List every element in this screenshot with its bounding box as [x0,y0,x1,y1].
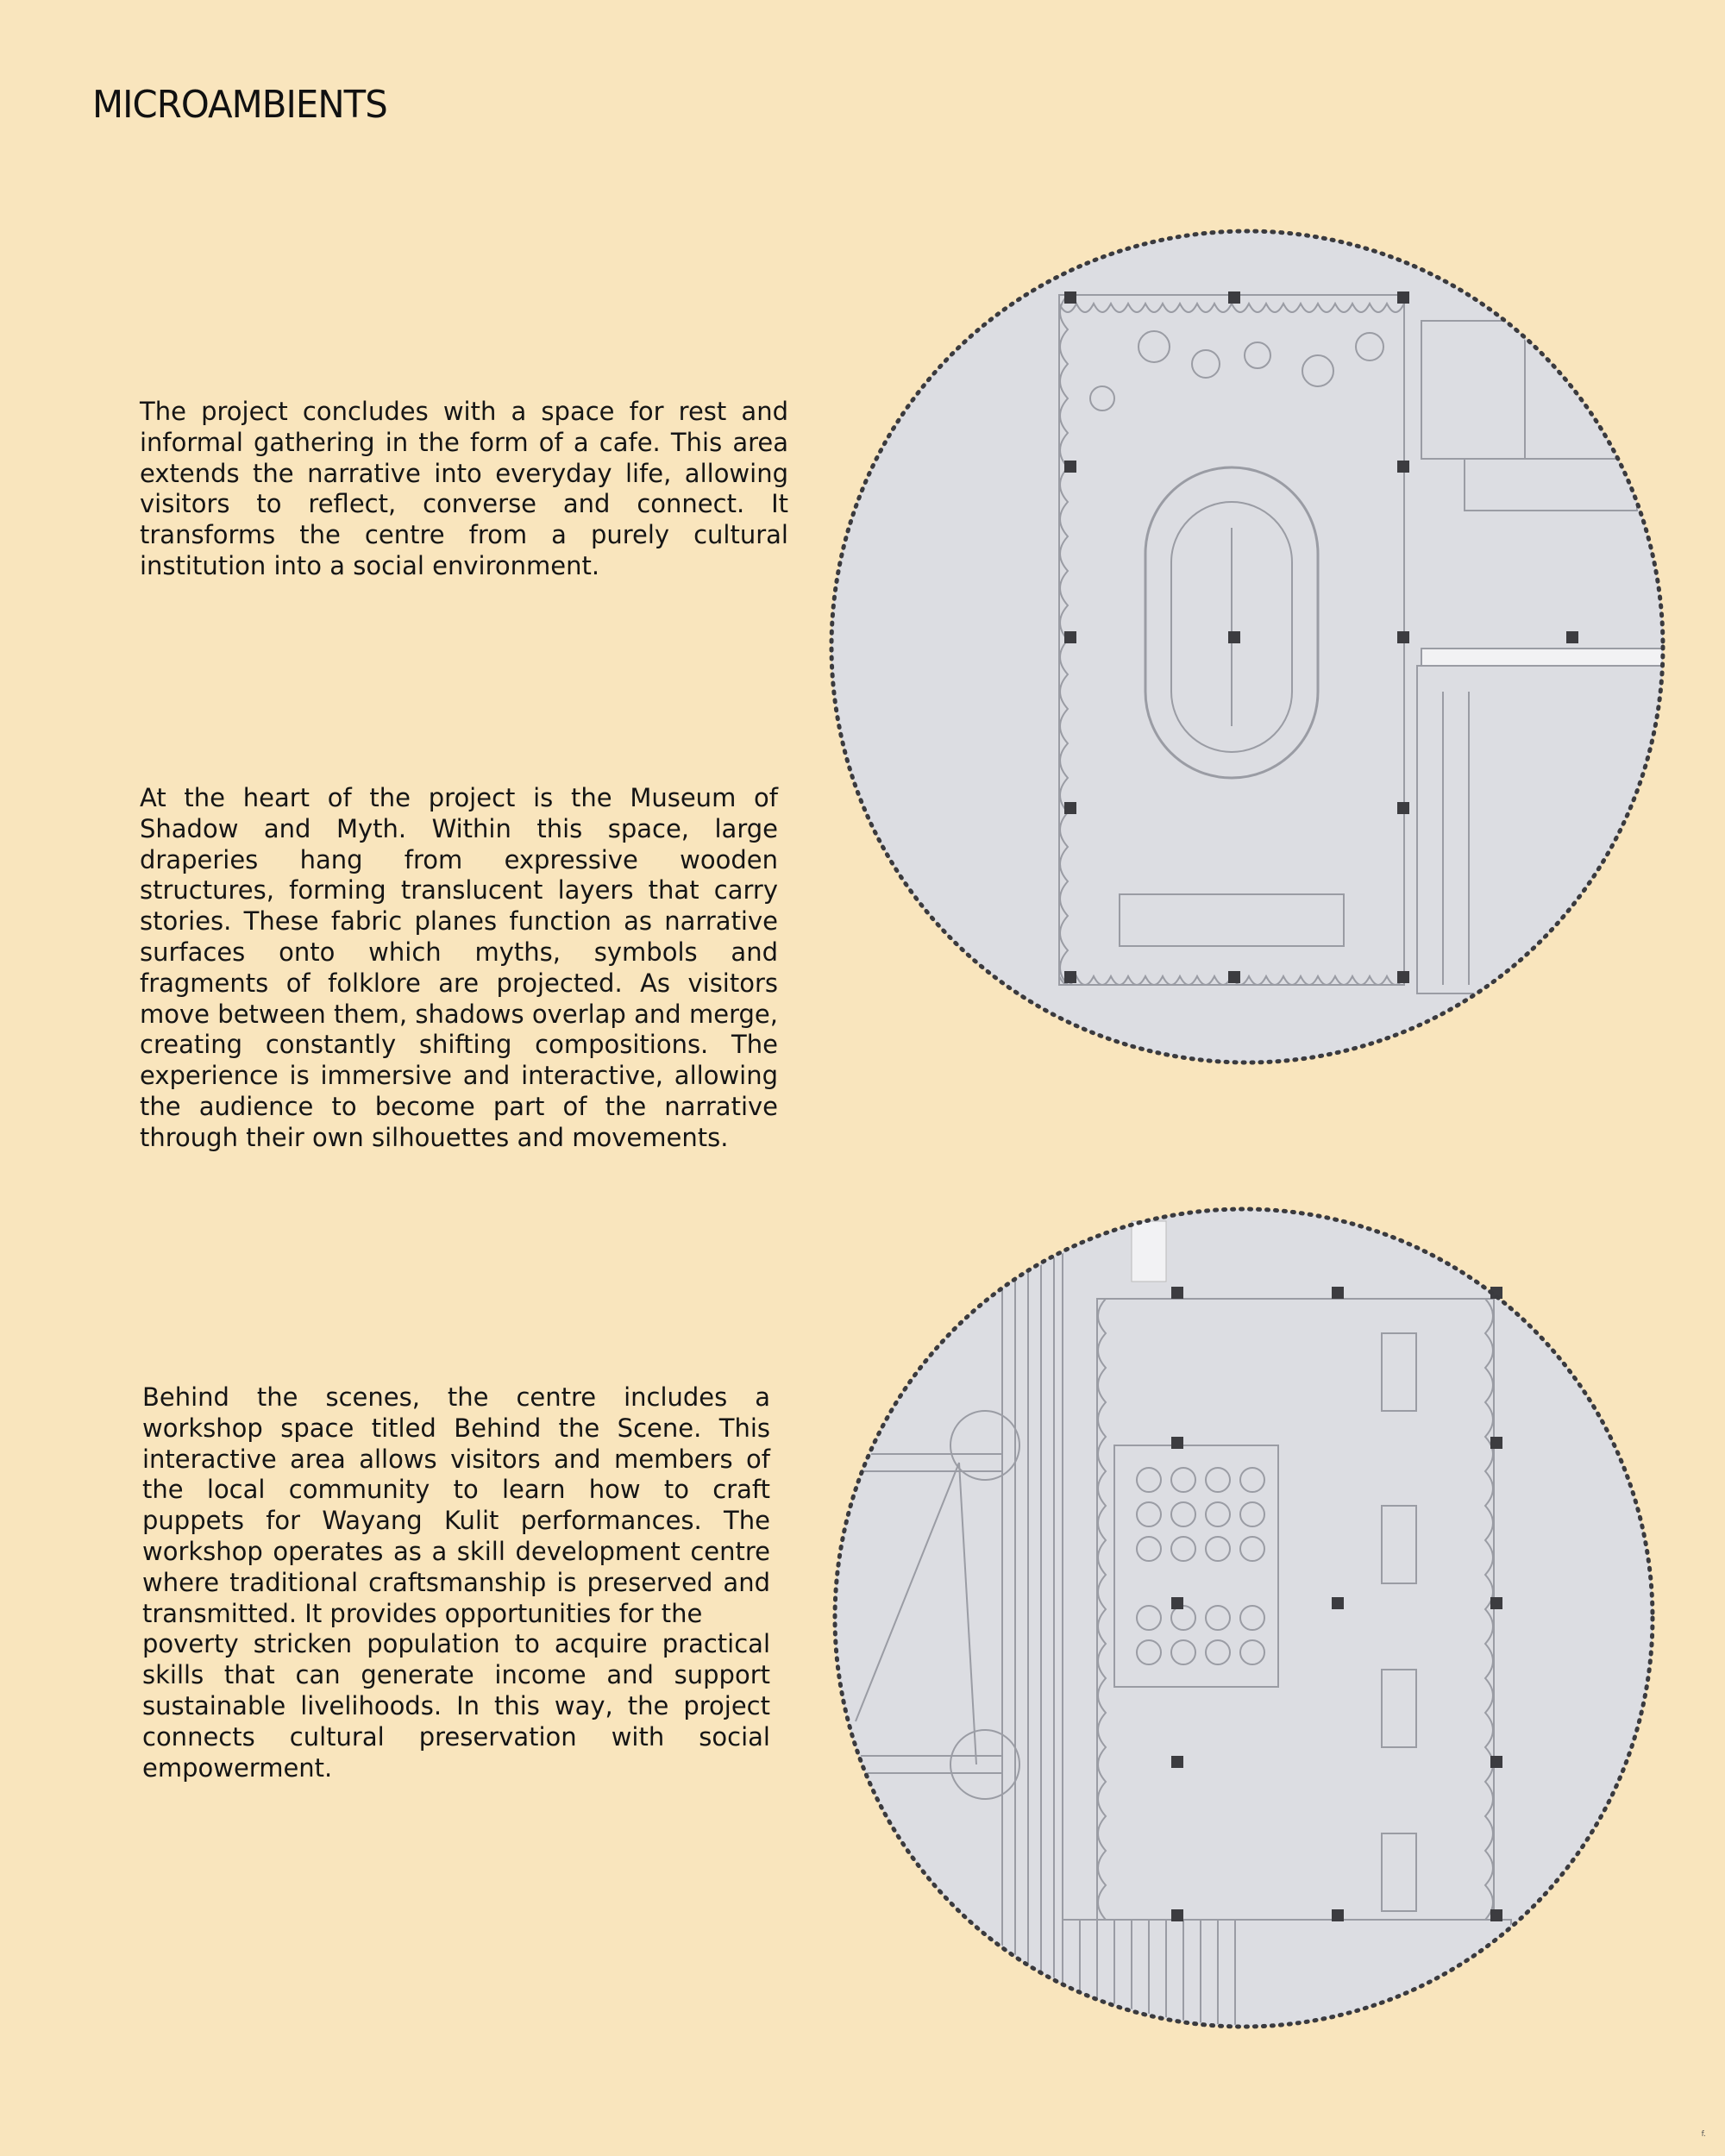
workshop-paragraph-part-1: Behind the scenes, the centre includes a workshop space titled Behind the Scene. This interactive area allows visitors and members of the local community to learn how to craft puppets for Wayang Kulit performances. The workshop operates as a skill development centre where traditional craftsmanship is preserved and transmitted. It provides opportunities for the [142,1382,770,1628]
museum-paragraph: At the heart of the project is the Museum of Shadow and Myth. Within this space, large draperies hang from expressive wooden structures, forming translucent layers that carry stories. These fabric planes function as narrative surfaces onto which myths, symbols and fragments of folklore are projected. As visitors move between them, shadows overlap and merge, creating constantly shifting compositions. The experience is immersive and interactive, allowing the audience to become part of the narrative through their own silhouettes and movements. [140,783,778,1152]
page-title: MICROAMBIENTS [92,83,387,127]
workshop-floor-plan-icon [830,1204,1658,2032]
cafe-paragraph: The project concludes with a space for rest and informal gathering in the form of a cafe. This area extends the narrative into everyday life, allowing visitors to reflect, converse and connect. It transforms the centre from a purely cultural institution into a social environment. [140,397,788,580]
cafe-floor-plan-icon [826,226,1668,1068]
page-mark: f. [1701,2130,1706,2139]
workshop-paragraph-part-2: poverty stricken population to acquire practical skills that can generate income and support sustainable livelihoods. In this way, the project connects cultural preservation with social empowerment. [142,1629,770,1783]
workshop-paragraph [142,1382,770,1783]
